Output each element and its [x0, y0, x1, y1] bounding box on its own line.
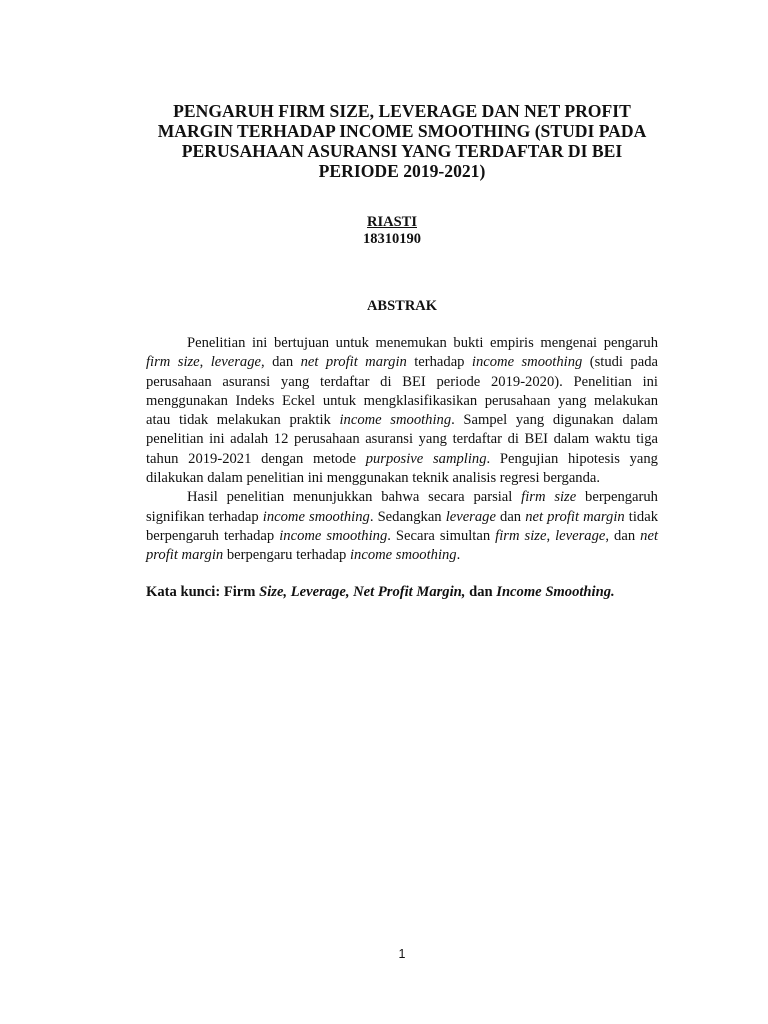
italic-term: net profit margin	[300, 354, 407, 371]
text-run: dan	[495, 508, 526, 525]
text-run: tidak berpengaruh terhadap	[146, 508, 658, 544]
text-run: . Secara simultan	[387, 527, 496, 544]
text-run: . Pengujian hipotesis yang dilakukan dalam penelitian ini menggunakan teknik analisis regresi berganda.	[146, 450, 658, 487]
paper-title	[140, 101, 664, 181]
italic-term: income smoothing	[262, 508, 370, 525]
text-run: (studi pada perusahaan asuransi yang terdaftar di BEI periode 2019-2020). Penelitian ini menggunakan Indeks Eckel untuk mengklasifikasikan perusahaan yang melakukan atau tidak melakukan praktik	[146, 354, 658, 429]
text-run: ,	[199, 354, 211, 371]
italic-term: purposive sampling	[365, 450, 487, 467]
text-run: ,	[546, 527, 556, 544]
text-run: terhadap	[406, 354, 472, 371]
italic-term: net profit margin	[525, 508, 625, 525]
text-run: . Sedangkan	[369, 508, 446, 525]
keywords-line	[146, 583, 666, 602]
italic-term: firm size	[495, 527, 547, 544]
title-line: PERUSAHAAN ASURANSI YANG TERDAFTAR DI BEI	[181, 141, 623, 161]
text-run: , dan	[261, 354, 301, 371]
title-line: PENGARUH FIRM SIZE, LEVERAGE DAN NET PROFIT	[173, 101, 631, 121]
text-run: Hasil penelitian menunjukkan bahwa secara parsial	[187, 489, 522, 506]
text-run: berpengaru terhadap	[223, 547, 350, 564]
author-block	[0, 214, 768, 248]
author-name: RIASTI	[367, 214, 417, 230]
italic-term: income smoothing	[471, 354, 583, 371]
text-run: Penelitian ini bertujuan untuk menemukan bukti empiris mengenai pengaruh	[187, 335, 658, 351]
italic-term: leverage	[555, 527, 606, 544]
abstract-paragraph-1	[146, 334, 658, 488]
abstract-heading: ABSTRAK	[366, 298, 438, 314]
abstract-paragraph-2	[146, 488, 658, 565]
text-run: , dan	[605, 527, 641, 544]
page-number: 1	[398, 947, 406, 961]
text-run: dan	[465, 584, 497, 600]
italic-term: firm size	[521, 489, 577, 506]
italic-term: income smoothing	[350, 547, 457, 564]
italic-term: leverage	[445, 508, 496, 525]
title-line: MARGIN TERHADAP INCOME SMOOTHING (STUDI PADA	[157, 121, 647, 141]
title-line: PERIODE 2019-2021)	[318, 161, 486, 181]
italic-term: leverage	[210, 354, 261, 371]
italic-term: income smoothing	[339, 412, 452, 429]
text-run: .	[456, 547, 461, 564]
text-run: . Sampel yang digunakan dalam penelitian ini adalah 12 perusahaan asuransi yang terdaftar di BEI dalam waktu tiga tahun 2019-2021 dengan metode	[146, 412, 658, 467]
italic-term: income smoothing	[279, 527, 388, 544]
italic-term: net profit margin	[146, 527, 659, 564]
text-run: berpengaruh signifikan terhadap	[146, 489, 658, 525]
italic-term: firm size	[146, 354, 200, 371]
abstract-body	[146, 334, 658, 566]
keyword-terms: Size, Leverage, Net Profit Margin,	[259, 584, 466, 600]
keyword-terms: Income Smoothing.	[496, 584, 615, 600]
keywords-label: Kata kunci: Firm	[146, 584, 260, 600]
author-student-id: 18310190	[363, 231, 421, 247]
